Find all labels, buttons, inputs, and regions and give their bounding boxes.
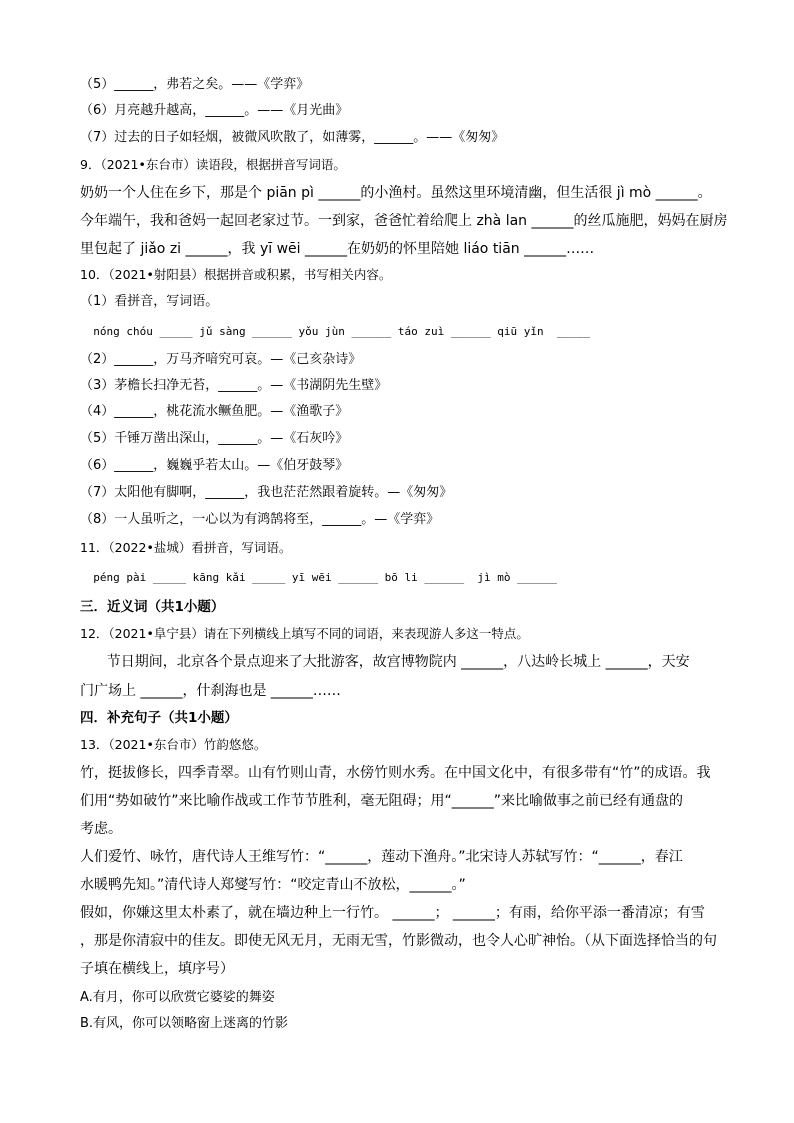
q10-sub8: （8）一人虽听之，一心以为有鸿鹄将至，______。—《学弈》 <box>80 512 440 527</box>
q13-para2-line2: 水暖鸭先知。”清代诗人郑燮写竹：“咬定青山不放松，______。” <box>80 877 466 893</box>
q13-para1-line3: 考虑。 <box>80 821 122 837</box>
item-7-line: （7）过去的日子如轻烟，被微风吹散了，如薄雾，______。——《匆匆》 <box>80 130 505 145</box>
q13-para3-line2: ，那是你清寂中的佳友。即使无风无月，无雨无雪，竹影微动，也令人心旷神怡。（从下面选择恰当的句 <box>80 933 717 949</box>
q10-pinyin-row: nóng chóu _____ jǔ sàng ______ yǒu jùn ______ táo zuì ______ qiū yǐn _____ <box>80 325 590 338</box>
item-6-line: （6）月亮越升越高，______。——《月光曲》 <box>80 103 349 118</box>
question-9-text-3: 里包起了 jiǎo zi ______，我 yī wēi ______在奶奶的怀里陪她 liáo tiān ______…… <box>80 241 595 257</box>
question-9-title: 9．（2021•东台市）读语段，根据拼音写词语。 <box>80 157 346 172</box>
q13-para2-line1: 人们爱竹、咏竹，唐代诗人王维写竹：“______，莲动下渔舟。”北宋诗人苏轼写竹：“______，春江 <box>80 849 683 865</box>
q10-sub4: （4）______，桃花流水鳜鱼肥。—《渔歌子》 <box>80 404 349 419</box>
q10-sub3: （3）茅檐长扫净无苔，______。—《书湖阴先生壁》 <box>80 378 388 393</box>
q10-sub5: （5）千锤万凿出深山，______。—《石灰吟》 <box>80 431 349 446</box>
q10-sub1: （1）看拼音，写词语。 <box>80 294 219 309</box>
question-12-text-1: 节日期间，北京各个景点迎来了大批游客，故宫博物院内 ______，八达岭长城上 ______，天安 <box>80 654 690 670</box>
q13-para1-line2: 们用“势如破竹”来比喻作战或工作节节胜利，毫无阻碍；用“______”来比喻做事之前已经有通盘的 <box>80 793 684 809</box>
q13-para3-line3: 子填在横线上，填序号） <box>80 961 234 977</box>
q10-sub7: （7）太阳他有脚啊，______，我也茫茫然跟着旋转。—《匆匆》 <box>80 485 453 500</box>
question-13-title: 13．（2021•东台市）竹韵悠悠。 <box>80 737 267 752</box>
section-3-heading: 三．近义词（共1小题） <box>80 599 225 615</box>
question-11-title: 11．（2022•盐城）看拼音，写词语。 <box>80 540 292 555</box>
question-9-text-1: 奶奶一个人住在乡下，那是个 piān pì ______的小渔村。虽然这里环境清幽，但生活很 jì mò ______。 <box>80 185 712 201</box>
option-b: B.有风，你可以领略窗上迷离的竹影 <box>80 1016 289 1031</box>
q13-para3-line1: 假如，你嫌这里太朴素了，就在墙边种上一行竹。 ______； ______；有雨，给你平添一番清凉；有雪 <box>80 905 705 921</box>
question-10-title: 10．（2021•射阳县）根据拼音或积累，书写相关内容。 <box>80 267 392 282</box>
option-a: A.有月，你可以欣赏它婆娑的舞姿 <box>80 990 275 1005</box>
q13-para1-line1: 竹，挺拔修长，四季青翠。山有竹则山青，水傍竹则水秀。在中国文化中，有很多带有“竹”的成语。我 <box>80 765 711 781</box>
q10-sub2: （2）______，万马齐喑究可哀。—《己亥杂诗》 <box>80 352 362 367</box>
question-12-title: 12．（2021•阜宁县）请在下列横线上填写不同的词语，来表现游人多这一特点。 <box>80 626 529 641</box>
question-9-text-2: 今年端午，我和爸妈一起回老家过节。一到家，爸爸忙着给爬上 zhà lan ______的丝瓜施肥，妈妈在厨房 <box>80 213 728 229</box>
q11-pinyin-row: péng pài _____ kāng kǎi _____ yī wēi ______ bō li ______ jì mò ______ <box>80 571 557 584</box>
question-12-text-2: 门广场上 ______，什刹海也是 ______…… <box>80 683 341 699</box>
item-5-line: （5）______，弗若之矣。——《学弈》 <box>80 77 310 92</box>
section-4-heading: 四．补充句子（共1小题） <box>80 710 238 726</box>
q10-sub6: （6）______，巍巍乎若太山。—《伯牙鼓琴》 <box>80 458 349 473</box>
